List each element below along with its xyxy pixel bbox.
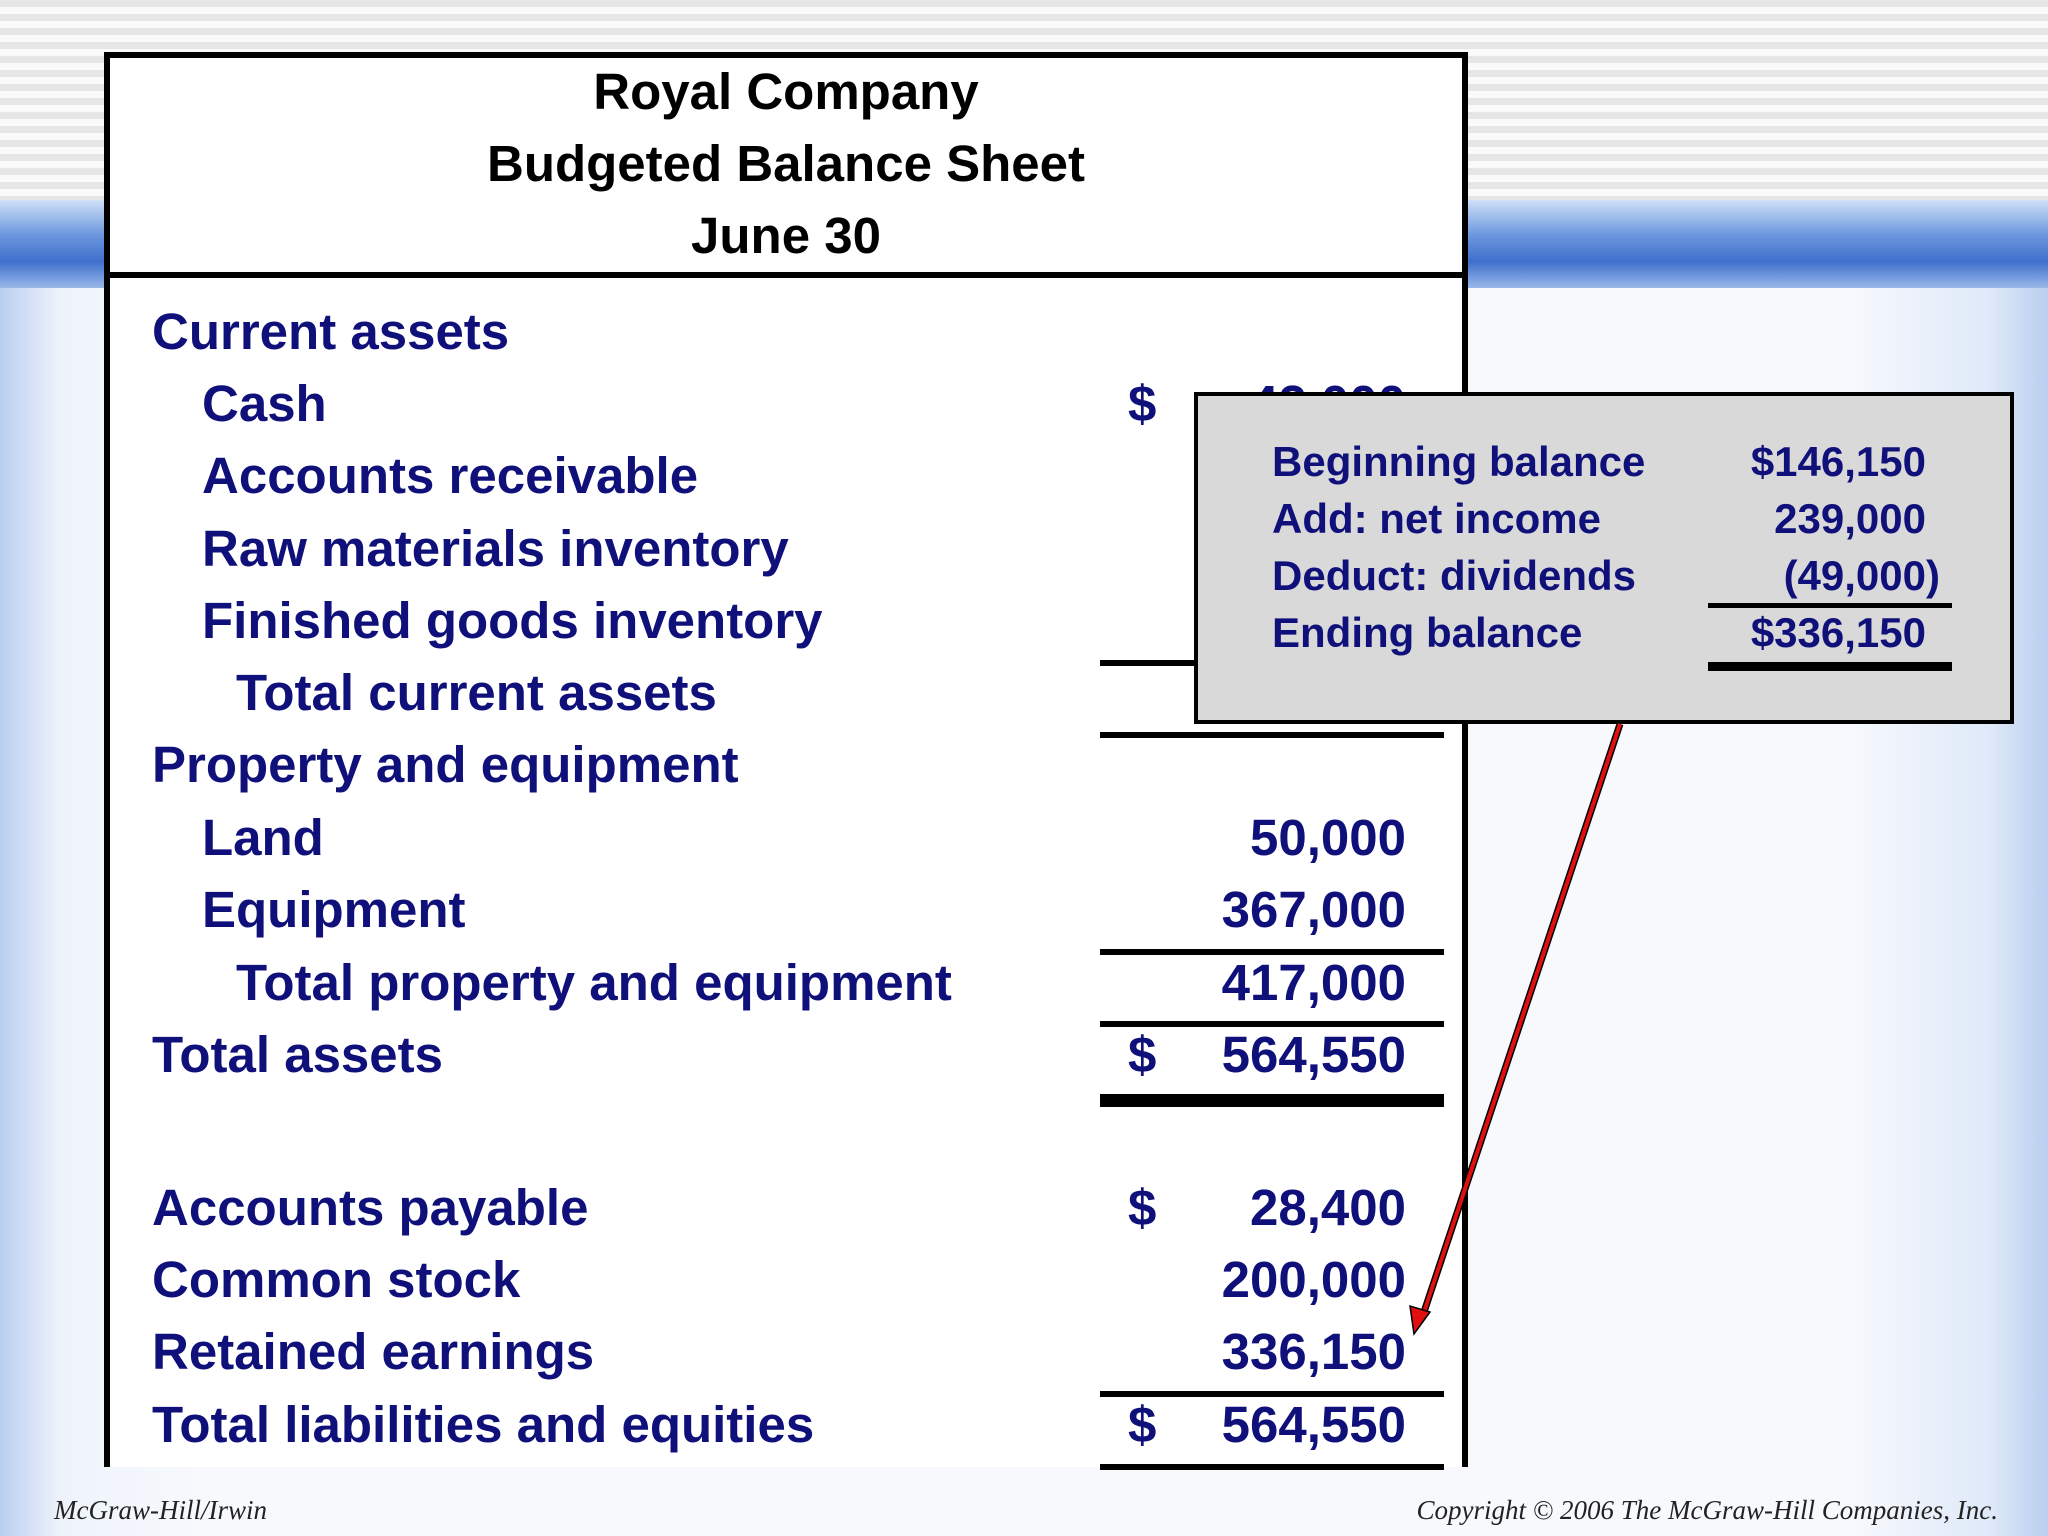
row-label: Equipment [202,881,466,938]
statement-title: Budgeted Balance Sheet [487,135,1085,192]
callout-rule [1708,603,1952,608]
callout-amount: 239,000 [1774,495,1926,542]
row-label: Finished goods inventory [202,592,823,649]
row-label: Accounts payable [152,1179,589,1236]
row-total-property [110,953,1462,1025]
row-amount: 28,400 [1250,1179,1406,1236]
row-amount: 367,000 [1221,881,1406,938]
callout-amount: $146,150 [1750,438,1926,485]
footer-publisher: McGraw-Hill/Irwin [54,1495,267,1525]
row-label: Raw materials inventory [202,520,789,577]
callout-row [1198,438,2010,494]
row-property-equipment [110,735,1462,807]
statement-date: June 30 [691,207,881,264]
row-label: Total liabilities and equities [152,1396,815,1453]
total-rule [1100,1464,1444,1470]
sheet-header [110,58,1462,278]
dollar-sign: $ [1128,1396,1157,1453]
row-label: Retained earnings [152,1323,595,1380]
callout-amount: $336,150 [1750,609,1926,656]
row-label: Total property and equipment [236,954,952,1011]
row-label: Current assets [152,303,510,360]
callout-label: Beginning balance [1272,438,1646,485]
row-land [110,808,1462,880]
row-current-assets [110,302,1462,374]
callout-row [1198,609,2010,665]
row-amount: 564,550 [1221,1026,1406,1083]
row-label: Property and equipment [152,736,739,793]
balance-sheet [104,52,1468,1467]
callout-row [1198,552,2010,608]
callout-label: Add: net income [1272,495,1602,542]
callout-row [1198,495,2010,551]
row-amount: 417,000 [1221,954,1406,1011]
row-amount: 564,550 [1221,1396,1406,1453]
row-accounts-payable [110,1178,1462,1250]
retained-earnings-callout [1194,392,2014,724]
dollar-sign: $ [1128,1026,1157,1083]
callout-double-rule [1708,662,1952,671]
company-name: Royal Company [593,63,979,120]
row-retained-earnings [110,1322,1462,1394]
footer-copyright: Copyright © 2006 The McGraw-Hill Companies, Inc. [1416,1495,1998,1525]
row-total-liabilities-equities [110,1395,1462,1467]
callout-label: Deduct: dividends [1272,552,1637,599]
row-label: Common stock [152,1251,521,1308]
row-label: Total assets [152,1026,444,1083]
row-amount: 200,000 [1221,1251,1406,1308]
row-label: Total current assets [236,664,717,721]
row-amount: 336,150 [1221,1323,1406,1380]
callout-label: Ending balance [1272,609,1583,656]
row-label: Cash [202,375,327,432]
row-total-assets [110,1025,1462,1097]
double-rule [1100,1094,1444,1107]
dollar-sign: $ [1128,375,1157,432]
callout-amount: (49,000) [1783,552,1940,599]
row-equipment [110,880,1462,952]
row-label: Land [202,809,324,866]
row-label: Accounts receivable [202,447,699,504]
dollar-sign: $ [1128,1179,1157,1236]
row-amount: 50,000 [1250,809,1406,866]
row-common-stock [110,1250,1462,1322]
